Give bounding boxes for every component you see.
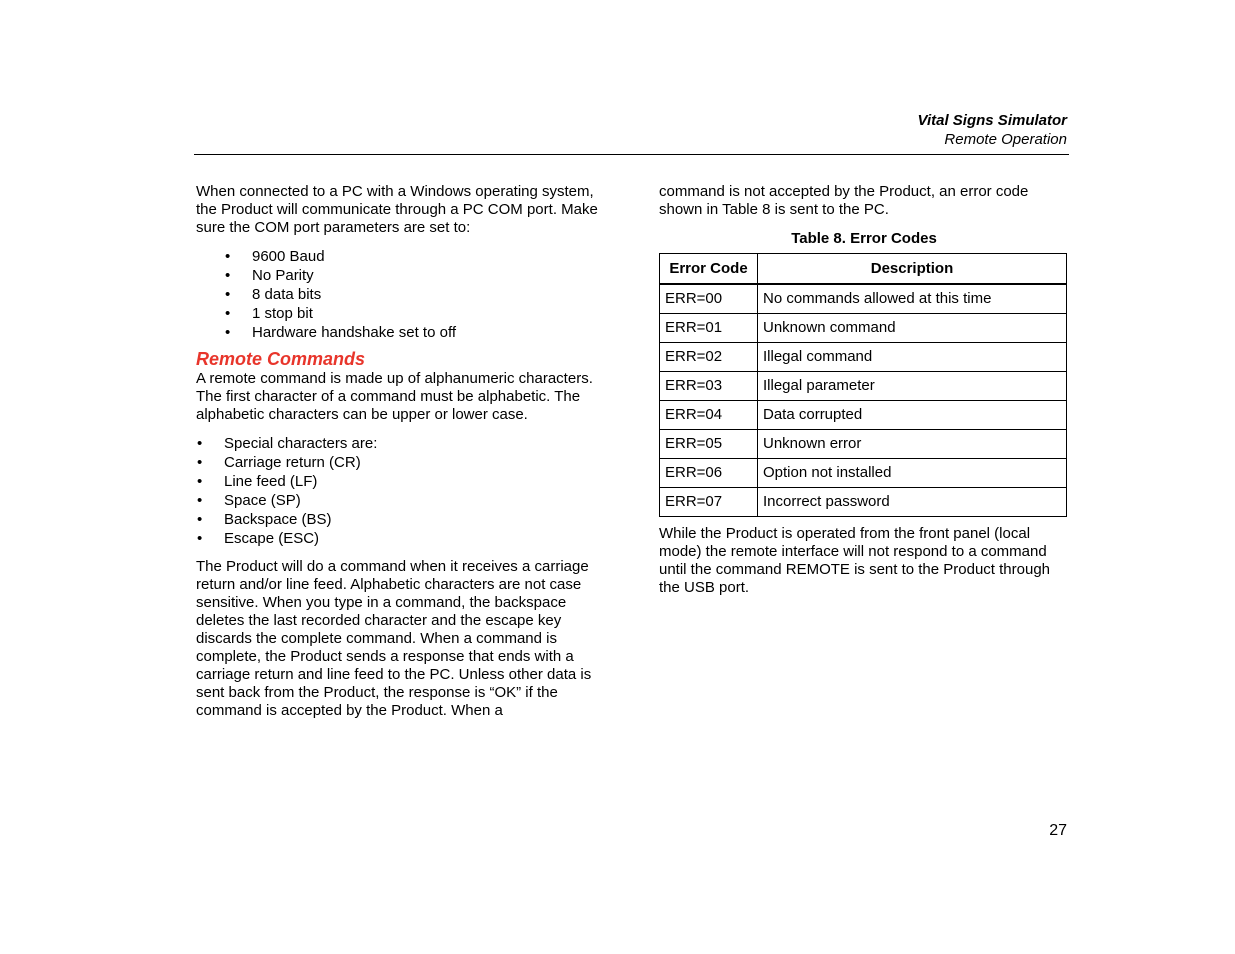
table-row xyxy=(660,372,1067,401)
closing-paragraph: While the Product is operated from the front panel (local mode) the remote interface will not respond to a command until the command REMOTE is sent to the Product through the USB port. xyxy=(659,525,1051,596)
table-row xyxy=(660,343,1067,372)
description-cell: Illegal command xyxy=(758,343,1067,372)
description-cell: Unknown error xyxy=(758,430,1067,459)
column-header: Error Code xyxy=(660,254,758,285)
list-item: • Special characters are: xyxy=(224,434,606,453)
error-codes-table xyxy=(659,253,1067,517)
list-item: • 8 data bits xyxy=(252,285,606,304)
left-column xyxy=(196,183,606,720)
list-item: • Line feed (LF) xyxy=(224,472,606,491)
table-row xyxy=(660,401,1067,430)
error-code-cell: ERR=05 xyxy=(660,430,758,459)
list-item: • Backspace (BS) xyxy=(224,510,606,529)
section-paragraph: A remote command is made up of alphanumeric characters. The first character of a command must be alphabetic. The alphabetic characters can be upper or lower case. xyxy=(196,370,593,423)
description-cell: Data corrupted xyxy=(758,401,1067,430)
page-header xyxy=(918,111,1067,149)
table-row xyxy=(660,430,1067,459)
list-item: • Space (SP) xyxy=(224,491,606,510)
header-subtitle: Remote Operation xyxy=(944,131,1067,148)
list-item: • 9600 Baud xyxy=(252,247,606,266)
table-caption: Table 8. Error Codes xyxy=(791,230,937,247)
error-code-cell: ERR=00 xyxy=(660,284,758,314)
list-item: • No Parity xyxy=(252,266,606,285)
error-code-cell: ERR=01 xyxy=(660,314,758,343)
list-item: • Escape (ESC) xyxy=(224,529,606,548)
description-cell: Illegal parameter xyxy=(758,372,1067,401)
error-code-cell: ERR=06 xyxy=(660,459,758,488)
table-header-row xyxy=(660,254,1067,285)
list-item: • 1 stop bit xyxy=(252,304,606,323)
list-item: • Carriage return (CR) xyxy=(224,453,606,472)
error-code-cell: ERR=04 xyxy=(660,401,758,430)
table-row xyxy=(660,488,1067,517)
intro-paragraph: When connected to a PC with a Windows operating system, the Product will communicate through a PC COM port. Make sure the COM port parameters are set to: xyxy=(196,183,598,236)
header-divider xyxy=(194,154,1069,155)
continued-paragraph: command is not accepted by the Product, an error code shown in Table 8 is sent to the PC. xyxy=(659,183,1029,218)
table-row xyxy=(660,284,1067,314)
description-cell: Option not installed xyxy=(758,459,1067,488)
header-title: Vital Signs Simulator xyxy=(917,112,1067,129)
section-heading: Remote Commands xyxy=(196,349,366,369)
error-code-cell: ERR=03 xyxy=(660,372,758,401)
error-code-cell: ERR=02 xyxy=(660,343,758,372)
command-paragraph: The Product will do a command when it receives a carriage return and/or line feed. Alphabetic characters are not case sensitive. When you type in a command, the backspace deletes the last recorded character and the escape key discards the complete command. When a command is complete, the Product sends a response that ends with a carriage return and line feed to the PC. Unless other data is sent back from the Product, the response is “OK” if the command is accepted by the Product. When a xyxy=(196,558,592,719)
description-cell: Unknown command xyxy=(758,314,1067,343)
description-cell: Incorrect password xyxy=(758,488,1067,517)
right-column xyxy=(659,183,1069,597)
list-item: • Hardware handshake set to off xyxy=(252,323,606,342)
table-row xyxy=(660,459,1067,488)
page-number: 27 xyxy=(1049,822,1067,839)
special-characters-list xyxy=(196,434,606,548)
error-code-cell: ERR=07 xyxy=(660,488,758,517)
com-parameters-list xyxy=(196,247,606,342)
description-cell: No commands allowed at this time xyxy=(758,284,1067,314)
column-header: Description xyxy=(758,254,1067,285)
table-row xyxy=(660,314,1067,343)
